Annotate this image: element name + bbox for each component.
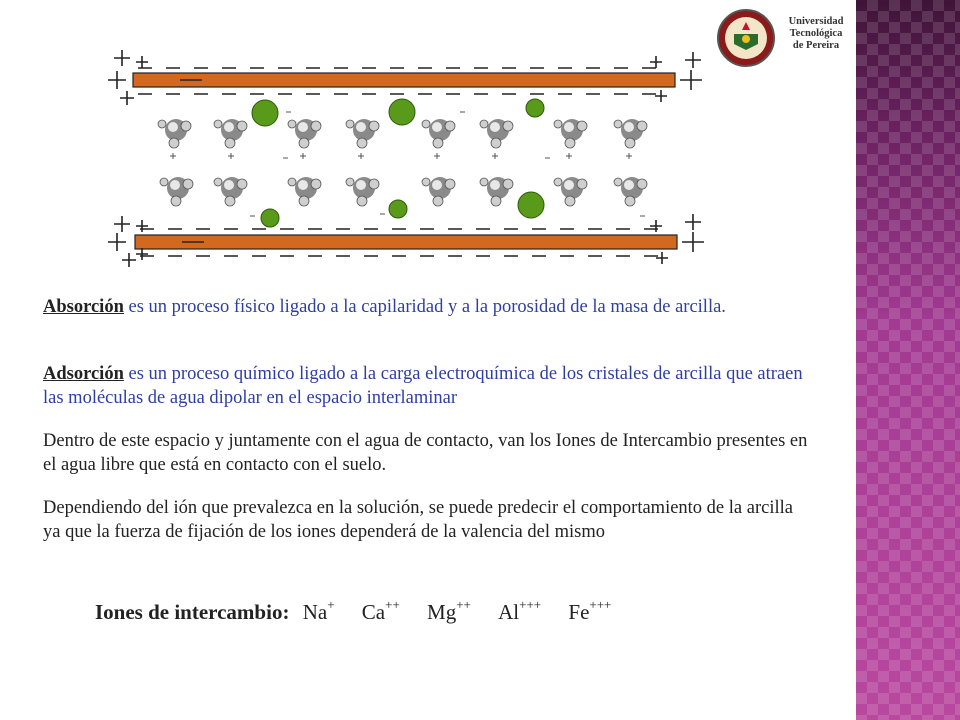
water-molecule-icon bbox=[288, 177, 321, 206]
university-seal-icon bbox=[716, 8, 776, 68]
ion-valence-paragraph: Dependiendo del ión que prevalezca en la solución, se puede predecir el comportamiento de la arcilla ya que la fuerza de fijación de los iones dependerá de la valencia del mismo bbox=[43, 498, 793, 542]
logo-line-1: Universidad bbox=[788, 16, 844, 27]
water-molecule-icon bbox=[346, 119, 379, 148]
water-molecule-icon bbox=[614, 119, 647, 148]
water-molecule-icon bbox=[158, 119, 191, 148]
water-molecule-icon bbox=[422, 119, 455, 148]
ion-icon bbox=[389, 99, 415, 125]
ion-fe bbox=[568, 597, 612, 624]
water-molecule-icon bbox=[480, 119, 513, 148]
adsorcion-definition: es un proceso químico ligado a la carga electroquímica de los cristales de arcilla que atraen las moléculas de agua dipolar en el espacio interlaminar bbox=[43, 364, 803, 408]
adsorcion-term: Adsorción bbox=[43, 364, 124, 384]
logo-line-3: de Pereira bbox=[792, 40, 840, 51]
water-molecule-icon bbox=[422, 177, 455, 206]
ion-charge: ++ bbox=[385, 597, 400, 612]
ion-charge: ++ bbox=[456, 597, 471, 612]
ion-symbol: Fe bbox=[568, 600, 590, 624]
bottom-clay-plate bbox=[135, 235, 677, 249]
ion-icon bbox=[252, 100, 278, 126]
ion-icon bbox=[389, 200, 407, 218]
water-molecule-icon bbox=[288, 119, 321, 148]
ion-charge: +++ bbox=[519, 597, 542, 612]
absorcion-term: Absorción bbox=[43, 297, 124, 317]
adsorcion-paragraph bbox=[43, 362, 813, 410]
water-molecule-icon bbox=[214, 177, 247, 206]
absorcion-definition: es un proceso físico ligado a la capilaridad y a la porosidad de la masa de arcilla. bbox=[123, 297, 726, 317]
water-molecule-icon bbox=[214, 119, 247, 148]
clay-interlayer-diagram bbox=[100, 48, 710, 278]
ion-icon bbox=[526, 99, 544, 117]
ion-icon bbox=[518, 192, 544, 218]
logo-line-2: Tecnológica bbox=[789, 28, 843, 39]
ion-al bbox=[498, 597, 542, 624]
ion-ca bbox=[361, 597, 400, 624]
university-logo bbox=[716, 8, 852, 68]
ion-mg bbox=[427, 597, 471, 624]
ion-charge: +++ bbox=[589, 597, 612, 612]
ion-symbol: Na bbox=[302, 600, 328, 624]
ion-charge: + bbox=[327, 597, 335, 612]
ion-symbol: Ca bbox=[361, 600, 386, 624]
university-name bbox=[776, 16, 856, 52]
ion-symbol: Mg bbox=[427, 600, 457, 624]
water-molecule-icon bbox=[554, 177, 587, 206]
exchange-ions-list bbox=[95, 597, 633, 625]
absorcion-paragraph bbox=[43, 295, 813, 319]
top-clay-plate bbox=[133, 73, 675, 87]
exchange-ions-label: Iones de intercambio: bbox=[95, 600, 290, 624]
water-molecule-icon bbox=[554, 119, 587, 148]
water-molecule-icon bbox=[160, 177, 193, 206]
water-molecule-icon bbox=[480, 177, 513, 206]
water-molecule-icon bbox=[346, 177, 379, 206]
exchange-ions bbox=[252, 99, 544, 227]
ion-symbol: Al bbox=[498, 600, 520, 624]
decorative-side-strip bbox=[856, 0, 960, 720]
exchange-ions-paragraph: Dentro de este espacio y juntamente con el agua de contacto, van los Iones de Intercambio presentes en el agua libre que está en contacto con el suelo. bbox=[43, 431, 808, 475]
ion-na bbox=[302, 597, 335, 624]
water-molecule-icon bbox=[614, 177, 647, 206]
ion-icon bbox=[261, 209, 279, 227]
